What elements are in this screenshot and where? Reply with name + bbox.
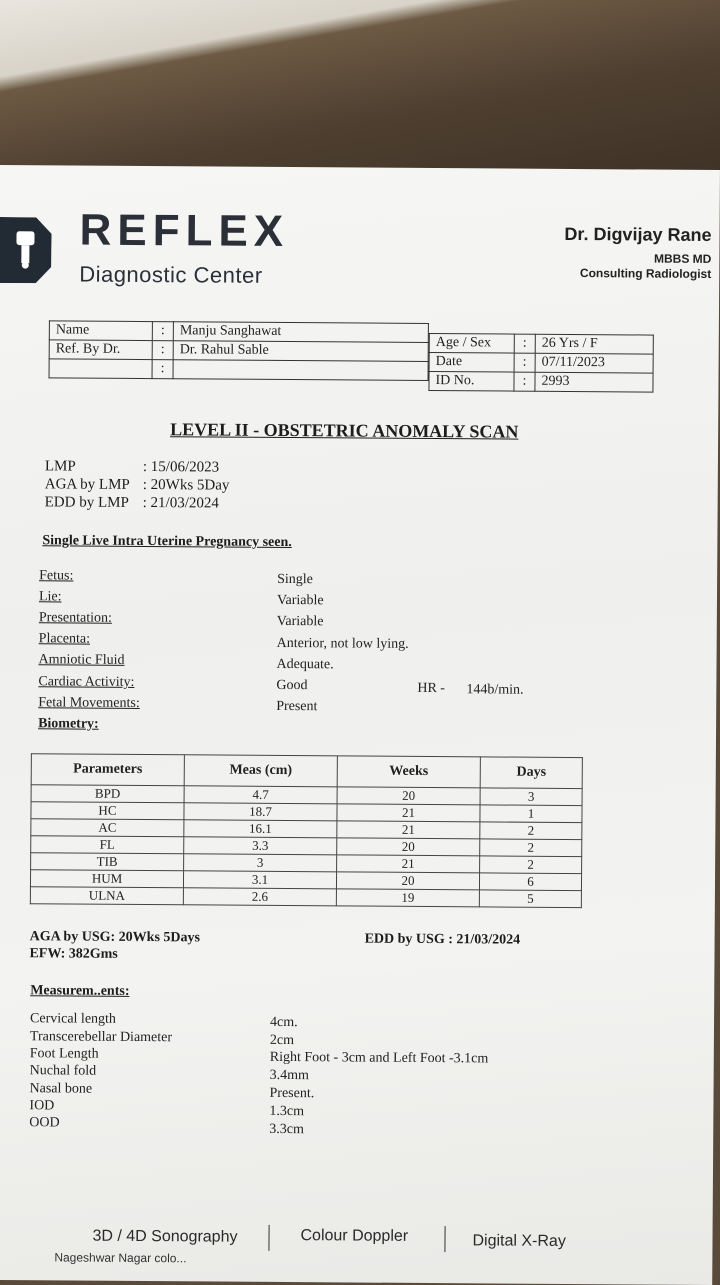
heart-rate-label: HR - <box>417 680 446 697</box>
fetus-label: Fetus: <box>39 568 74 584</box>
doctor-name: Dr. Digvijay Rane <box>564 223 712 245</box>
iod-value: 1.3cm <box>269 1103 305 1120</box>
age-sex-value <box>535 334 653 354</box>
footer-divider <box>444 1226 445 1252</box>
meas-cell: 3 <box>184 854 337 872</box>
aga-lmp-label: AGA by LMP <box>44 476 130 493</box>
tcd-label: Transcerebellar Diameter <box>29 1029 173 1046</box>
age-value: 26 Yrs <box>541 335 580 352</box>
nasal-bone-label: Nasal bone <box>29 1081 93 1097</box>
service-xray: Digital X-Ray <box>472 1232 566 1250</box>
param-cell: HUM <box>30 870 183 888</box>
service-sonography: 3D / 4D Sonography <box>92 1227 238 1246</box>
placenta-label: Placenta: <box>38 631 91 647</box>
weeks-cell: 20 <box>336 872 479 890</box>
ref-value: Dr. Rahul Sable <box>173 341 428 362</box>
edd-usg: EDD by USG : 21/03/2024 <box>364 931 521 948</box>
weeks-cell: 19 <box>336 889 479 907</box>
colon: : <box>152 341 173 360</box>
sex-value: F <box>589 336 598 352</box>
cardiac-activity-value: Good <box>276 677 308 694</box>
ref-label: Ref. By Dr. <box>49 340 152 360</box>
days-cell: 6 <box>479 873 581 891</box>
lmp-value: : 15/06/2023 <box>142 459 220 476</box>
efw-usg: EFW: 382Gms <box>29 946 118 962</box>
placenta-value: Anterior, not low lying. <box>276 635 409 652</box>
aga-lmp-value: : 20Wks 5Day <box>142 477 230 494</box>
meas-cell: 18.7 <box>184 803 337 821</box>
measurements-title: Measurem..ents: <box>30 983 130 999</box>
cervical-length-label: Cervical length <box>29 1011 117 1027</box>
lie-label: Lie: <box>38 589 62 605</box>
date-label: Date <box>429 353 514 373</box>
days-cell: 2 <box>480 856 582 874</box>
ood-label: OOD <box>29 1115 60 1131</box>
presentation-value: Variable <box>276 613 324 630</box>
lie-value: Variable <box>276 592 324 609</box>
background-surface <box>0 0 720 180</box>
colon: : <box>514 372 535 391</box>
id-value: 2993 <box>535 372 653 392</box>
nuchal-fold-value: 3.4mm <box>269 1067 309 1084</box>
edd-lmp-row <box>45 493 230 512</box>
colon: : <box>152 322 173 341</box>
patient-meta-table <box>428 333 653 393</box>
edd-lmp-label: EDD by LMP <box>44 494 129 511</box>
lmp-label: LMP <box>44 458 76 475</box>
biometry-title: Biometry: <box>38 716 99 732</box>
tcd-value: 2cm <box>269 1032 295 1049</box>
iod-label: IOD <box>29 1098 55 1114</box>
biometry-table <box>30 753 583 908</box>
weeks-cell: 20 <box>337 787 480 805</box>
service-doppler: Colour Doppler <box>300 1227 409 1245</box>
name-label: Name <box>49 321 152 341</box>
days-cell: 3 <box>480 788 582 806</box>
doctor-role: Consulting Radiologist <box>579 266 712 281</box>
param-cell: TIB <box>31 853 184 871</box>
weeks-cell: 21 <box>337 855 480 873</box>
cervical-length-value: 4cm. <box>269 1014 298 1031</box>
brand-subtitle: Diagnostic Center <box>79 261 263 288</box>
aga-usg: AGA by USG: 20Wks 5Days <box>29 929 201 946</box>
lmp-info <box>45 457 230 512</box>
age-sex-label: Age / Sex <box>429 334 514 354</box>
foot-length-label: Foot Length <box>29 1046 99 1062</box>
report-sheet <box>0 165 720 1285</box>
amniotic-fluid-label: Amniotic Fluid <box>38 652 125 668</box>
amniotic-fluid-value: Adequate. <box>276 656 334 673</box>
param-cell: BPD <box>31 785 184 803</box>
fetal-movements-label: Fetal Movements: <box>38 695 140 711</box>
nuchal-fold-label: Nuchal fold <box>29 1063 97 1079</box>
name-value: Manju Sanghawat <box>173 322 428 343</box>
fetal-movements-value: Present <box>276 698 318 715</box>
meas-cell: 3.3 <box>184 837 337 855</box>
edd-lmp-value: : 21/03/2024 <box>142 495 219 512</box>
colon: : <box>152 360 173 379</box>
doctor-qualification: MBBS MD <box>653 251 712 266</box>
days-cell: 2 <box>480 839 582 857</box>
cardiac-activity-label: Cardiac Activity: <box>38 674 135 690</box>
weeks-cell: 21 <box>337 821 480 839</box>
param-cell: AC <box>31 819 184 837</box>
age-sex-separator: / <box>582 336 590 352</box>
weeks-cell: 20 <box>337 838 480 856</box>
lmp-row <box>45 457 230 476</box>
meas-cell: 16.1 <box>184 820 337 838</box>
days-cell: 1 <box>480 805 582 823</box>
col-weeks: Weeks <box>337 756 480 788</box>
report-title: LEVEL II - OBSTETRIC ANOMALY SCAN <box>170 419 519 442</box>
brand-name: REFLEX <box>79 205 290 257</box>
empty-cell <box>173 360 428 381</box>
days-cell: 5 <box>479 890 581 908</box>
meas-cell: 3.1 <box>183 871 336 889</box>
reflex-logo-icon <box>0 217 52 283</box>
param-cell: ULNA <box>30 887 183 905</box>
weeks-cell: 21 <box>337 804 480 822</box>
fetus-value: Single <box>277 571 313 588</box>
table-row <box>30 887 581 908</box>
id-label: ID No. <box>429 372 514 392</box>
footer-address: Nageshwar Nagar colo... <box>54 1250 187 1266</box>
param-cell: FL <box>31 836 184 854</box>
nasal-bone-value: Present. <box>269 1085 315 1102</box>
col-days: Days <box>480 757 582 789</box>
empty-cell <box>49 359 152 379</box>
param-cell: HC <box>31 802 184 820</box>
colon: : <box>514 334 535 353</box>
meas-cell: 2.6 <box>183 888 336 906</box>
colon: : <box>514 353 535 372</box>
ood-value: 3.3cm <box>269 1121 304 1138</box>
patient-info-table <box>49 320 429 381</box>
pregnancy-statement: Single Live Intra Uterine Pregnancy seen. <box>42 533 292 551</box>
date-value: 07/11/2023 <box>535 353 653 373</box>
col-parameters: Parameters <box>31 754 184 786</box>
aga-lmp-row <box>45 475 230 494</box>
days-cell: 2 <box>480 822 582 840</box>
footer-divider <box>268 1225 269 1251</box>
foot-length-value: Right Foot - 3cm and Left Foot -3.1cm <box>269 1049 489 1067</box>
heart-rate-value: 144b/min. <box>466 682 524 698</box>
col-meas: Meas (cm) <box>184 755 337 787</box>
meas-cell: 4.7 <box>184 786 337 804</box>
table-header-row <box>31 754 582 789</box>
presentation-label: Presentation: <box>38 610 112 626</box>
